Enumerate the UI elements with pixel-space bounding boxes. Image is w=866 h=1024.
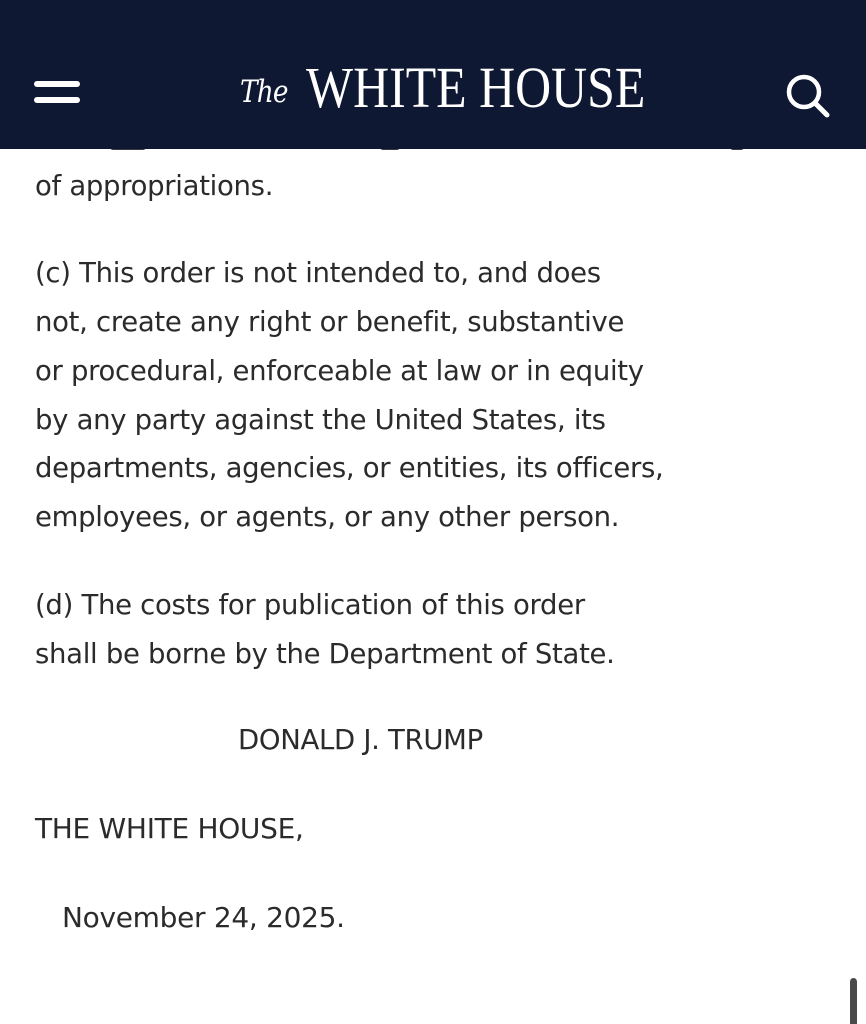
search-button[interactable]	[780, 68, 834, 122]
logo-prefix: The	[240, 74, 288, 110]
paragraph-c-line-5: departments, agencies, or entities, its officers,	[35, 452, 664, 484]
paragraph-c-line-4: by any party against the United States, its	[35, 404, 606, 436]
scrollbar-thumb[interactable]	[850, 978, 857, 1024]
site-header	[0, 0, 866, 149]
signing-place: THE WHITE HOUSE,	[35, 812, 304, 845]
signing-date: November 24, 2025.	[62, 901, 345, 934]
paragraph-d-line-1: (d) The costs for publication of this order	[35, 589, 585, 621]
signature: DONALD J. TRUMP	[238, 724, 483, 756]
paragraph-d-line-2: shall be borne by the Department of State.	[35, 638, 615, 670]
paragraph-b-last-line: of appropriations.	[35, 170, 274, 202]
paragraph-c-line-1: (c) This order is not intended to, and does	[35, 257, 601, 289]
paragraph-c-line-6: employees, or agents, or any other person.	[35, 501, 620, 533]
menu-button[interactable]	[34, 77, 82, 115]
paragraph-c-line-3: or procedural, enforceable at law or in equity	[35, 355, 644, 387]
search-icon	[780, 68, 834, 122]
paragraph-c-line-2: not, create any right or benefit, substantive	[35, 306, 625, 338]
logo-name: WHITE HOUSE	[306, 55, 646, 120]
